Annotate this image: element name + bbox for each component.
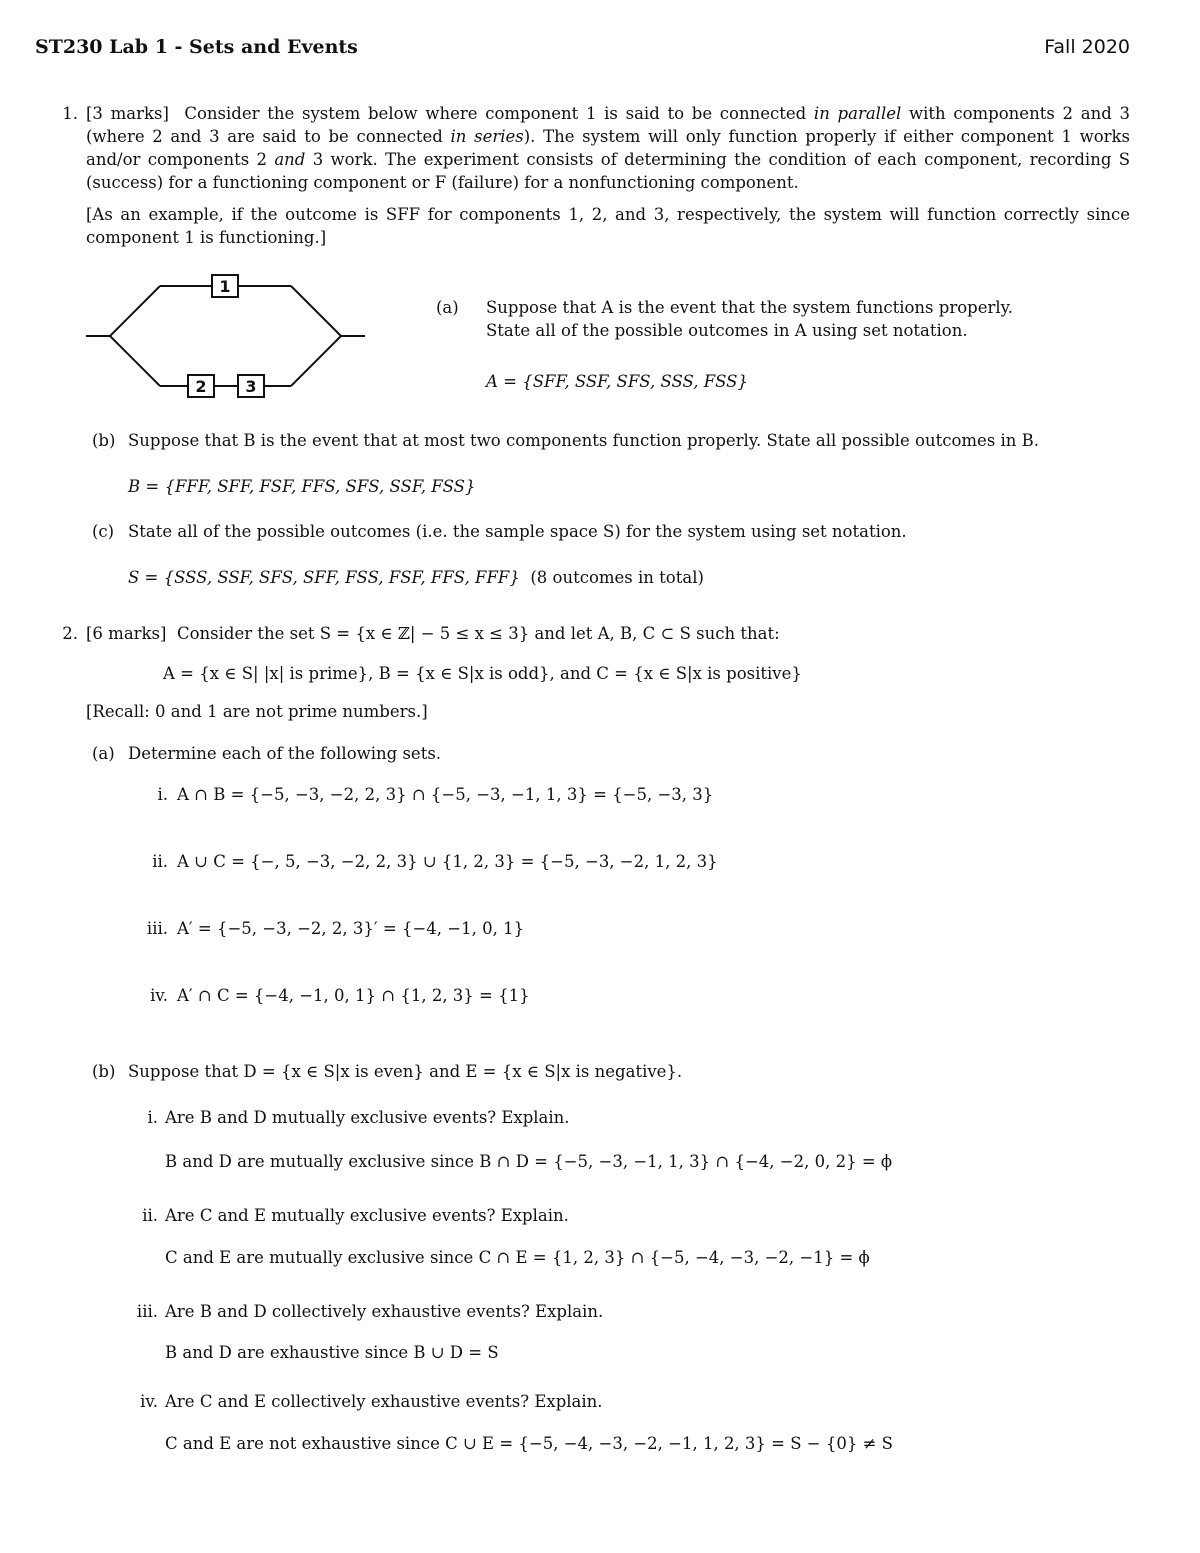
q2-definitions: A = {x ∈ S| |x| is prime}, B = {x ∈ S|x is odd}, and C = {x ∈ S|x is positive} — [163, 664, 802, 683]
q1c-answer: S = {SSS, SSF, SFS, SFF, FSS, FSF, FFS, FFF} — [128, 568, 520, 587]
q1a-line1: Suppose that A is the event that the system functions properly. — [486, 298, 1014, 317]
page-title: ST230 Lab 1 - Sets and Events — [35, 36, 358, 58]
q2b-item-question: Are B and D collectively exhaustive events? Explain. — [165, 1302, 604, 1321]
q1a-line2: State all of the possible outcomes in A using set notation. — [486, 321, 968, 340]
q2b-item-number: iii. — [136, 1302, 158, 1321]
q2-number: 2. — [62, 624, 78, 643]
q2b-item-answer: C and E are not exhaustive since C ∪ E = {−5, −4, −3, −2, −1, 1, 2, 3} = S − {0} ≠ S — [165, 1434, 893, 1453]
q1c-text: State all of the possible outcomes (i.e. the sample space S) for the system using set notation. — [128, 522, 907, 541]
q1b-label: (b) — [92, 431, 116, 450]
q2b-item-number: i. — [147, 1108, 158, 1127]
q2a-item-number: iv. — [150, 986, 168, 1005]
q2b-text: Suppose that D = {x ∈ S|x is even} and E = {x ∈ S|x is negative}. — [128, 1062, 683, 1081]
term-label: Fall 2020 — [1044, 36, 1130, 58]
q1b-text: Suppose that B is the event that at most two components function properly. State all possible outcomes in B. — [128, 431, 1040, 450]
q2a-text: Determine each of the following sets. — [128, 744, 442, 763]
q2-marks: [6 marks] — [86, 624, 167, 643]
q2-recall: [Recall: 0 and 1 are not prime numbers.] — [86, 702, 428, 721]
q2a-item-answer: A ∩ B = {−5, −3, −2, 2, 3} ∩ {−5, −3, −1, 1, 3} = {−5, −3, 3} — [177, 785, 714, 804]
q2a-item-answer: A′ = {−5, −3, −2, 2, 3}′ = {−4, −1, 0, 1} — [177, 919, 525, 938]
q2b-item-number: ii. — [142, 1206, 158, 1225]
q1a-label: (a) — [436, 298, 459, 317]
q2b-item-question: Are C and E collectively exhaustive events? Explain. — [165, 1392, 603, 1411]
q1-marks: [3 marks] — [86, 104, 169, 123]
component-2-label: 2 — [195, 377, 207, 396]
q1a-answer: A = {SFF, SSF, SFS, SSS, FSS} — [486, 372, 748, 391]
q2b-item-question: Are C and E mutually exclusive events? Explain. — [165, 1206, 569, 1225]
q1c-note: (8 outcomes in total) — [530, 568, 704, 587]
q2b-item-question: Are B and D mutually exclusive events? Explain. — [165, 1108, 570, 1127]
q1b-answer: B = {FFF, SFF, FSF, FFS, SFS, SSF, FSS} — [128, 477, 476, 496]
q2b-item-answer: B and D are mutually exclusive since B ∩ D = {−5, −3, −1, 1, 3} ∩ {−4, −2, 0, 2} = ϕ — [165, 1152, 893, 1171]
q1-number: 1. — [62, 104, 78, 123]
q1c-answer-line — [128, 566, 704, 589]
q2a-label: (a) — [92, 744, 115, 763]
component-3-label: 3 — [245, 377, 257, 396]
q1-intro: [3 marks] Consider the system below where component 1 is said to be connected in parallel with components 2 and 3 (where 2 and 3 are said to be connected in series). The system will only function properly if either component 1 works and/or components 2 and 3 work. The experiment consists of determining the condition of each component, recording S (success) for a functioning component or F (failure) for a nonfunctioning component. — [86, 104, 1131, 192]
q2-intro-line — [86, 622, 780, 645]
q2b-item-number: iv. — [140, 1392, 158, 1411]
q2a-item-answer: A′ ∩ C = {−4, −1, 0, 1} ∩ {1, 2, 3} = {1} — [177, 986, 530, 1005]
q2a-item-number: i. — [157, 785, 168, 804]
component-1-label: 1 — [219, 277, 231, 296]
q2a-item-answer: A ∪ C = {−, 5, −3, −2, 2, 3} ∪ {1, 2, 3} = {−5, −3, −2, 1, 2, 3} — [177, 852, 718, 871]
q2a-item-number: iii. — [146, 919, 168, 938]
q2b-item-answer: B and D are exhaustive since B ∪ D = S — [165, 1343, 499, 1362]
q1c-label: (c) — [92, 522, 115, 541]
q2b-item-answer: C and E are mutually exclusive since C ∩ E = {1, 2, 3} ∩ {−5, −4, −3, −2, −1} = ϕ — [165, 1248, 870, 1267]
q1-example: [As an example, if the outcome is SFF for components 1, 2, and 3, respectively, the system will function correctly since component 1 is functioning.] — [86, 205, 1130, 247]
q2b-label: (b) — [92, 1062, 116, 1081]
q2-intro: Consider the set S = {x ∈ ℤ| − 5 ≤ x ≤ 3} and let A, B, C ⊂ S such that: — [176, 624, 780, 643]
q2a-item-number: ii. — [152, 852, 168, 871]
system-diagram — [84, 268, 368, 404]
